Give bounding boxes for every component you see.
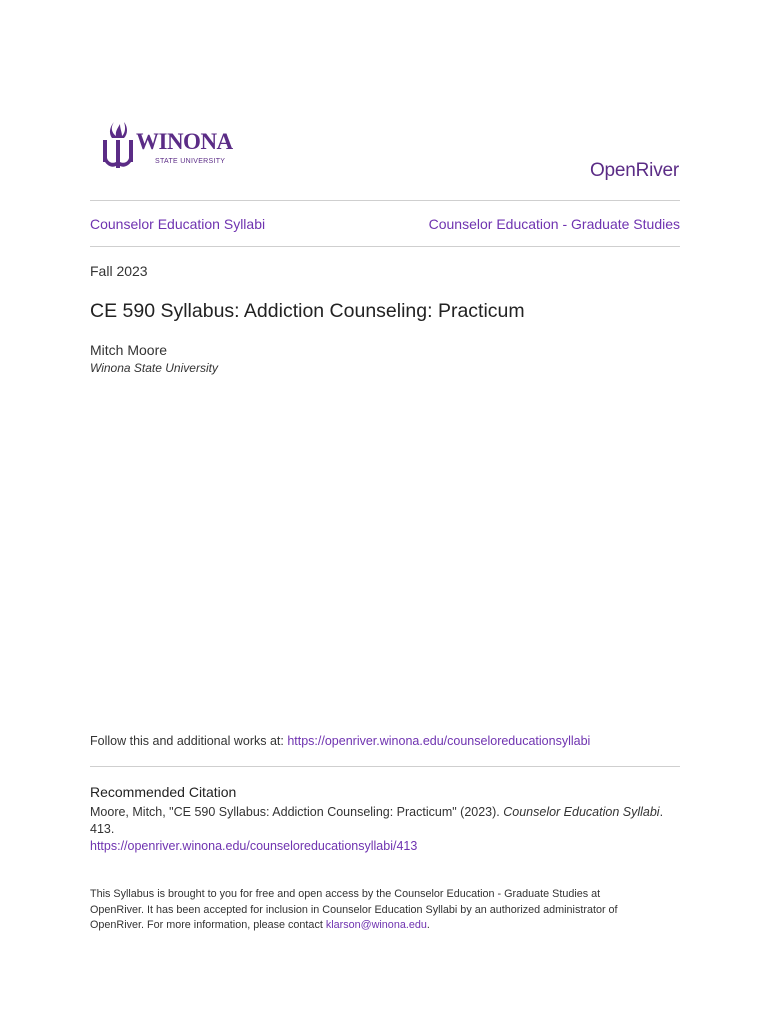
breadcrumb [90,216,680,232]
document-title: CE 590 Syllabus: Addiction Counseling: Practicum [90,300,525,322]
divider-top [90,200,680,201]
access-notice [90,887,680,934]
publication-date: Fall 2023 [90,263,148,279]
citation-series-period: . [659,805,664,819]
logo-subtitle: STATE UNIVERSITY [155,158,226,165]
divider-breadcrumb [90,246,680,247]
author-name: Mitch Moore [90,342,168,358]
author-institution: Winona State University [90,361,218,375]
citation-heading: Recommended Citation [90,784,237,800]
collection-link[interactable]: Counselor Education Syllabi [90,216,266,232]
department-link[interactable]: Counselor Education - Graduate Studies [428,216,680,232]
divider-citation [90,766,680,767]
citation-block [90,804,680,855]
citation-number: 413. [90,822,115,836]
university-logo [100,118,250,172]
citation-series: Counselor Education Syllabi [503,805,660,819]
follow-label: Follow this and additional works at: [90,734,288,748]
citation-text: Moore, Mitch, "CE 590 Syllabus: Addiction Counseling: Practicum" (2023). [90,805,504,819]
citation-url-link[interactable]: https://openriver.winona.edu/counseloreducationsyllabi/413 [90,839,418,853]
contact-email-link[interactable]: klarson@winona.edu [325,919,427,931]
notice-line-1: This Syllabus is brought to you for free and open access by the Counselor Education - Graduate Studies at [90,888,601,900]
follow-line [90,734,590,748]
logo-wordmark: WINONA [136,129,233,154]
collection-url-link[interactable]: https://openriver.winona.edu/counseloreducationsyllabi [287,734,591,748]
notice-line-2: OpenRiver. It has been accepted for inclusion in Counselor Education Syllabi by an authorized administrator of [90,903,618,916]
torch-icon [100,118,136,172]
notice-line-3: OpenRiver. For more information, please contact [90,919,326,931]
notice-line-3-end: . [426,919,430,931]
repository-name[interactable]: OpenRiver [589,160,679,181]
